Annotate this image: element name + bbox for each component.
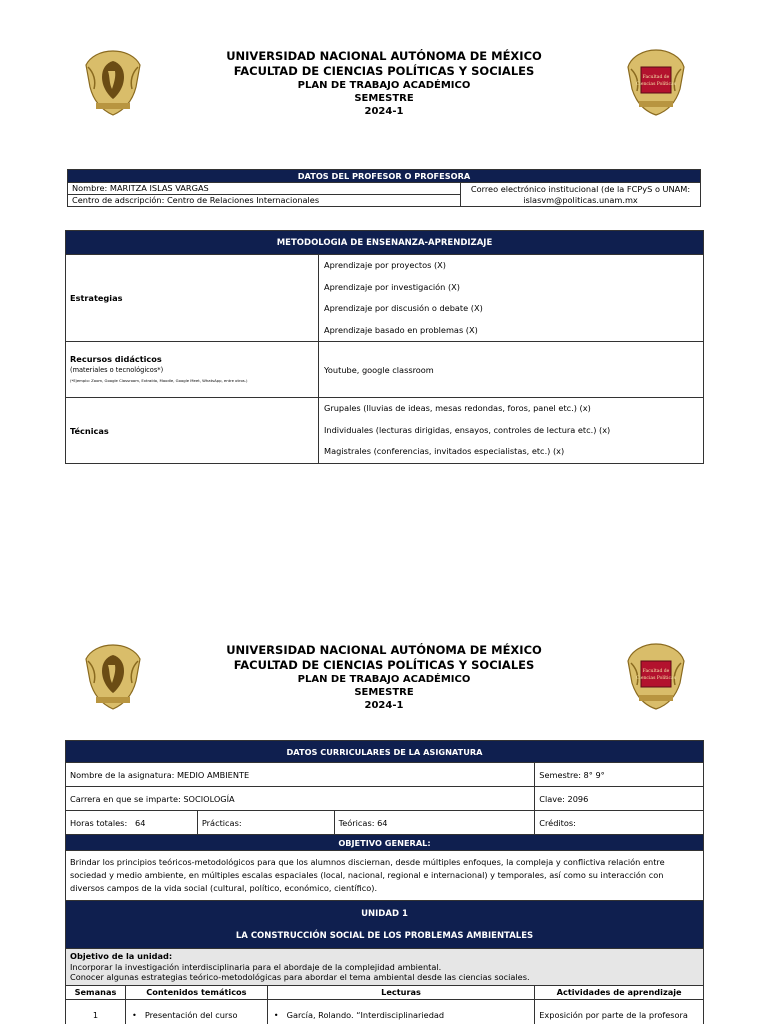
recursos-sub: (materiales o tecnológicos*) xyxy=(70,365,164,374)
estrategia-item: Aprendizaje basado en problemas (X) xyxy=(324,324,478,335)
svg-text:Facultad de: Facultad de xyxy=(642,75,670,80)
profesor-name: Nombre: MARITZA ISLAS VARGAS xyxy=(68,183,461,195)
profesor-email-cell xyxy=(461,183,701,207)
recursos-value: Youtube, google classroom xyxy=(319,342,704,398)
objetivo-unidad-line: Incorporar la investigación interdisciplinaria para el abordaje de la complejidad ambiental. xyxy=(70,961,442,972)
semester-label: SEMESTRE xyxy=(354,93,414,104)
unam-crest-icon xyxy=(82,641,144,711)
objetivo-general-title: OBJETIVO GENERAL: xyxy=(66,835,704,851)
page-header-1 xyxy=(0,47,768,137)
email-label: Correo electrónico institucional (de la FCPyS o UNAM: xyxy=(470,183,691,194)
profesor-center: Centro de adscripción: Centro de Relaciones Internacionales xyxy=(68,195,461,207)
header-titles xyxy=(184,49,584,118)
svg-text:Ciencias Políticas: Ciencias Políticas xyxy=(635,82,677,87)
plan-title: PLAN DE TRABAJO ACADÉMICO xyxy=(297,674,471,685)
objetivo-unidad-label: Objetivo de la unidad: xyxy=(70,951,173,961)
svg-text:Facultad de: Facultad de xyxy=(642,669,670,674)
col-lecturas: Lecturas xyxy=(267,985,534,999)
unidad-header xyxy=(66,901,704,949)
contenido-item: • Presentación del curso xyxy=(130,1010,263,1020)
col-contenidos: Contenidos temáticos xyxy=(125,985,267,999)
metodologia-title: METODOLOGIA DE ENSENANZA-APRENDIZAJE xyxy=(66,231,704,255)
tecnicas-label: Técnicas xyxy=(66,398,319,464)
recursos-cell xyxy=(66,342,319,398)
objetivo-unidad-line: Conocer algunas estrategias teórico-metodológicas para abordar el tema ambiental desde las ciencias sociales. xyxy=(70,972,530,982)
recursos-label: Recursos didácticos xyxy=(70,353,162,364)
col-actividades: Actividades de aprendizaje xyxy=(535,985,704,999)
faculty-name: FACULTAD DE CIENCIAS POLÍTICAS Y SOCIALES xyxy=(233,64,535,78)
unam-crest-icon xyxy=(82,47,144,117)
university-name: UNIVERSIDAD NACIONAL AUTÓNOMA DE MÉXICO xyxy=(226,49,542,63)
tecnica-item: Grupales (lluvias de ideas, mesas redondas, foros, panel etc.) (x) xyxy=(324,403,591,414)
carrera-value: Carrera en que se imparte: SOCIOLOGÍA xyxy=(66,787,535,811)
recursos-example: (*Ejemplo: Zoom, Google Classroom, Extraído, Moodle, Google Meet, WhatsApp, entre otros.) xyxy=(70,377,248,383)
horas-totales: Horas totales: 64 xyxy=(66,811,198,835)
fcpys-crest-icon xyxy=(625,641,687,711)
profesor-table xyxy=(67,169,701,207)
page-header-2 xyxy=(0,641,768,731)
estrategia-item: Aprendizaje por investigación (X) xyxy=(324,281,460,292)
plan-title: PLAN DE TRABAJO ACADÉMICO xyxy=(297,80,471,91)
practicas-value: Prácticas: xyxy=(197,811,334,835)
objetivo-unidad xyxy=(66,949,704,986)
faculty-name: FACULTAD DE CIENCIAS POLÍTICAS Y SOCIALES xyxy=(233,658,535,672)
curricular-table xyxy=(65,740,704,1024)
svg-text:Ciencias Políticas: Ciencias Políticas xyxy=(635,676,677,681)
university-name: UNIVERSIDAD NACIONAL AUTÓNOMA DE MÉXICO xyxy=(226,643,542,657)
semester-label: SEMESTRE xyxy=(354,687,414,698)
year-label: 2024-1 xyxy=(364,700,404,711)
curricular-title: DATOS CURRICULARES DE LA ASIGNATURA xyxy=(66,741,704,763)
creditos-value: Créditos: xyxy=(535,811,704,835)
clave-value: Clave: 2096 xyxy=(535,787,704,811)
estrategias-label: Estrategias xyxy=(66,255,319,342)
estrategia-item: Aprendizaje por proyectos (X) xyxy=(324,260,446,270)
col-semanas: Semanas xyxy=(66,985,126,999)
email-value: islasvm@politicas.unam.mx xyxy=(523,194,638,205)
teoricas-value: Teóricas: 64 xyxy=(334,811,535,835)
year-label: 2024-1 xyxy=(364,106,404,117)
semana-number: 1 xyxy=(66,999,126,1024)
lectura-item: • García, Rolando. “Interdisciplinariedad xyxy=(272,1010,530,1020)
estrategias-list xyxy=(319,255,704,342)
tecnica-item: Individuales (lecturas dirigidas, ensayos, controles de lectura etc.) (x) xyxy=(324,424,611,435)
metodologia-table xyxy=(65,230,704,464)
header-titles xyxy=(184,643,584,712)
unidad-title: LA CONSTRUCCIÓN SOCIAL DE LOS PROBLEMAS AMBIENTALES xyxy=(235,930,534,941)
profesor-table-title: DATOS DEL PROFESOR O PROFESORA xyxy=(68,170,701,183)
tecnica-item: Magistrales (conferencias, invitados especialistas, etc.) (x) xyxy=(324,446,565,457)
contenido-cell xyxy=(125,999,267,1024)
objetivo-general-text: Brindar los principios teóricos-metodológicos para que los alumnos disciernan, desde múltiples enfoques, la compleja y conflictiva relación entre sociedad y medio ambiente, en múltiples escalas espaciales (local, nacional, regional e internacional) y temporales, así como su interacción con diversos campos de la vida social (cultural, político, económico, científico). xyxy=(66,851,704,901)
tecnicas-list xyxy=(319,398,704,464)
unidad-number: UNIDAD 1 xyxy=(361,908,408,919)
fcpys-crest-icon xyxy=(625,47,687,117)
lectura-cell xyxy=(267,999,534,1024)
asignatura-name: Nombre de la asignatura: MEDIO AMBIENTE xyxy=(66,763,535,787)
semestre-value: Semestre: 8° 9° xyxy=(535,763,704,787)
estrategia-item: Aprendizaje por discusión o debate (X) xyxy=(324,303,483,313)
actividad-cell: Exposición por parte de la profesora xyxy=(535,999,704,1024)
